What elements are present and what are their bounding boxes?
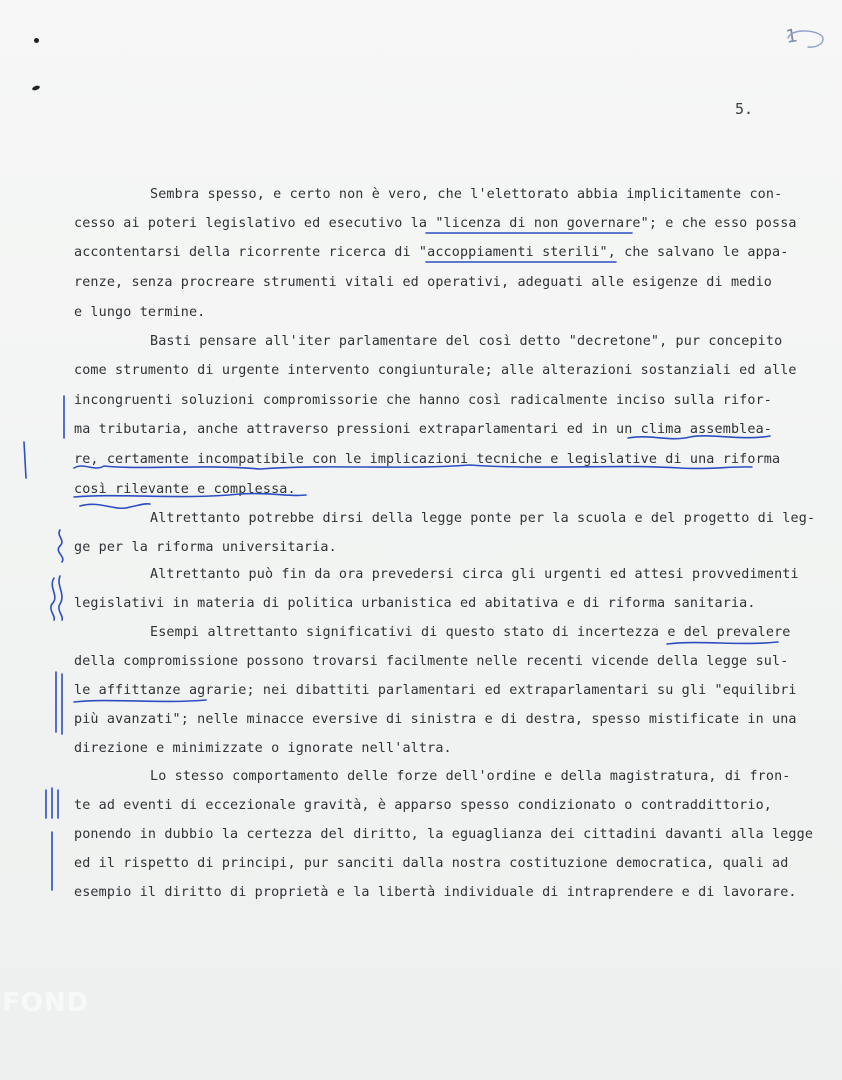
wavy-underline — [74, 465, 752, 469]
text-line: Lo stesso comportamento delle forze dell'ordine e della magistratura, di fron- — [150, 769, 791, 784]
text-line: legislativi in materia di politica urbanistica ed abitativa e di riforma sanitaria. — [74, 596, 756, 611]
text-line: Altrettanto può fin da ora prevedersi circa gli urgenti ed attesi provvedimenti — [150, 567, 799, 582]
text-line: cesso ai poteri legislativo ed esecutivo la "licenza di non governare"; e che esso possa — [74, 216, 797, 231]
wavy-underline — [628, 436, 770, 439]
text-line: ed il rispetto di principi, pur sanciti dalla nostra costituzione democratica, quali ad — [74, 856, 789, 871]
text-line: ma tributaria, anche attraverso pressioni extraparlamentari ed in un clima assemblea- — [74, 422, 773, 437]
text-line: ge per la riforma universitaria. — [74, 540, 337, 555]
text-line: te ad eventi di eccezionale gravità, è apparso spesso condizionato o contraddittorio, — [74, 798, 773, 813]
corner-circle-mark — [788, 31, 823, 47]
text-line: così rilevante e complessa. — [74, 482, 296, 497]
text-line: e lungo termine. — [74, 305, 206, 320]
wavy-underline — [80, 504, 150, 509]
text-line: Altrettanto potrebbe dirsi della legge ponte per la scuola e del progetto di leg- — [150, 511, 816, 526]
text-line: accontentarsi della ricorrente ricerca di "accoppiamenti sterili", che salvano le appa- — [74, 245, 789, 260]
handwritten-page-mark: 1 — [784, 25, 799, 48]
margin-squiggle — [59, 576, 62, 620]
margin-tick — [24, 442, 26, 478]
text-line: re, certamente incompatibile con le implicazioni tecniche e legislative di una riforma — [74, 452, 781, 467]
text-line: incongruenti soluzioni compromissorie che hanno così radicalmente inciso sulla rifor- — [74, 393, 773, 408]
underline-prevalere — [667, 642, 778, 644]
text-line: Sembra spesso, e certo non è vero, che l'elettorato abbia implicitamente con- — [150, 187, 783, 202]
text-line: le affittanze agrarie; nei dibattiti parlamentari ed extraparlamentari su gli "equilibri — [74, 683, 797, 698]
text-line: Esempi altrettanto significativi di questo stato di incertezza e del prevalere — [150, 625, 791, 640]
text-line: come strumento di urgente intervento congiunturale; alle alterazioni sostanziali ed alle — [74, 363, 797, 378]
archive-watermark: FOND — [2, 988, 90, 1018]
text-line: direzione e minimizzate o ignorate nell'altra. — [74, 741, 452, 756]
text-line: Basti pensare all'iter parlamentare del così detto "decretone", pur concepito — [150, 334, 783, 349]
text-line: esempio il diritto di proprietà e la libertà individuale di intraprendere e di lavorare. — [74, 885, 797, 900]
margin-squiggle — [58, 530, 63, 562]
page-number: 5. — [735, 100, 754, 118]
margin-squiggle — [51, 578, 55, 620]
text-line: della compromissione possono trovarsi facilmente nelle recenti vicende della legge sul- — [74, 654, 789, 669]
text-line: più avanzati"; nelle minacce eversive di sinistra e di destra, spesso mistificate in una — [74, 712, 797, 727]
text-line: ponendo in dubbio la certezza del diritto, la eguaglianza dei cittadini davanti alla legge — [74, 827, 814, 842]
text-line: renze, senza procreare strumenti vitali ed operativi, adeguati alle esigenze di medio — [74, 275, 773, 290]
wavy-underline — [74, 494, 306, 497]
underline-affittanze — [74, 700, 206, 702]
